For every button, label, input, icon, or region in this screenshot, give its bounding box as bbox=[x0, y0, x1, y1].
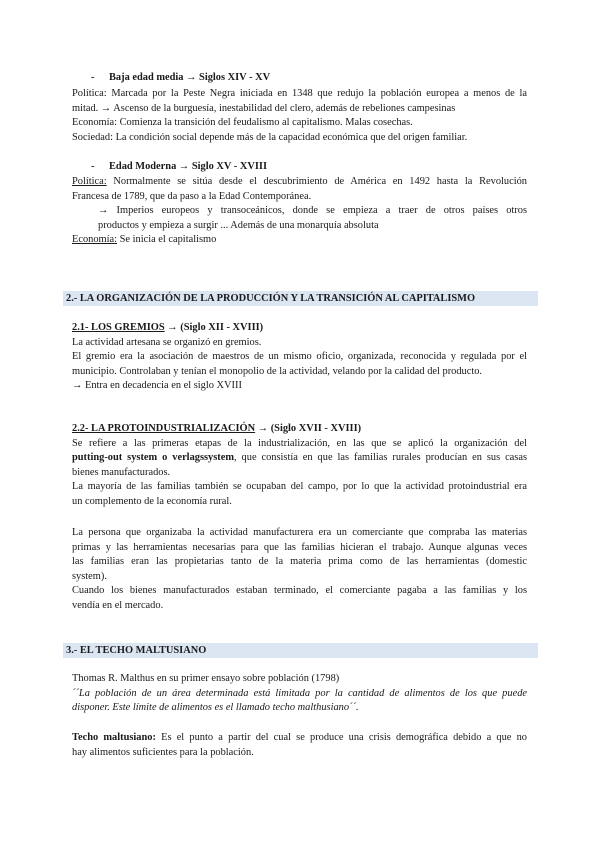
text-line bbox=[72, 233, 527, 248]
text-line bbox=[72, 451, 527, 466]
text-line bbox=[72, 175, 527, 190]
text-line: un complemento de la economía rural. bbox=[72, 495, 232, 507]
section-band-3: 3.- EL TECHO MALTUSIANO bbox=[63, 643, 538, 658]
text-line: Francesa de 1789, que da paso a la Edad Contemporánea. bbox=[72, 190, 312, 202]
section-heading-edad-moderna bbox=[91, 160, 267, 175]
subsection-title: 2.1- LOS GREMIOS bbox=[72, 322, 165, 333]
text-line: primas y las herramientas necesarias para que las familias hicieran el trabajo. Aunque algunas veces bbox=[72, 541, 527, 553]
text-line: → Imperios europeos y transoceánicos, donde se empieza a traer de otros países otros bbox=[98, 205, 527, 217]
text-span: Es el punto a partir del cual se produce una crisis demográfica debido a que no bbox=[161, 732, 527, 743]
text-line: Thomas R. Malthus en su primer ensayo sobre población (1798) bbox=[72, 673, 340, 684]
text-span: Normalmente se sitúa desde el descubrimiento de América en 1492 hasta la Revolución bbox=[113, 176, 527, 187]
subsection-title: 2.2- LA PROTOINDUSTRIALIZACIÓN bbox=[72, 423, 256, 434]
section-heading-baja-edad-media bbox=[91, 71, 270, 86]
paragraph-comerciante bbox=[72, 526, 527, 614]
text-line: municipio. Controlaban y tenían el monopolio de la actividad, velando por la calidad del producto. bbox=[72, 365, 483, 377]
subsection-malthus bbox=[72, 672, 527, 716]
text-line: Sociedad: La condición social depende más de la capacidad económica que del origen familiar. bbox=[72, 131, 468, 143]
text-line bbox=[72, 731, 527, 746]
text-line: Política: Marcada por la Peste Negra iniciada en 1348 que redujo la población europea a menos de la bbox=[72, 88, 527, 99]
text-line: → Entra en decadencia en el siglo XVIII bbox=[72, 380, 242, 392]
text-line: vendía en el mercado. bbox=[72, 599, 164, 611]
text-line: La actividad artesana se organizó en gremios. bbox=[72, 336, 262, 348]
label-politica: Política: bbox=[72, 176, 107, 187]
text-line: Economía: Comienza la transición del feudalismo al capitalismo. Malas cosechas. bbox=[72, 117, 413, 129]
text-line: hay alimentos suficientes para la población. bbox=[72, 746, 254, 758]
text-span: , que consistía en que las familias rurales producían en sus casas bbox=[234, 452, 527, 464]
subsection-range: → (Siglo XVII - XVIII) bbox=[257, 423, 362, 434]
text-span: Se inicia el capitalismo bbox=[119, 234, 217, 246]
quote-line: disponer. Este límite de alimentos es el llamado techo malthusiano´´. bbox=[72, 702, 359, 714]
subsection-heading bbox=[72, 321, 527, 336]
paragraph-edad-moderna bbox=[72, 175, 527, 248]
quote-line: ´´La población de un área determinada está limitada por la cantidad de alimentos de los que puede bbox=[72, 687, 527, 699]
text-line: La mayoría de las familias también se ocupaban del campo, por lo que la actividad protoindustrial era bbox=[72, 481, 527, 493]
subsection-range: → (Siglo XII - XVIII) bbox=[167, 322, 264, 333]
text-line: La persona que organizaba la actividad manufacturera era un comerciante que compraba las materias bbox=[72, 527, 527, 538]
text-line: bienes manufacturados. bbox=[72, 466, 171, 478]
paragraph-techo-maltusiano bbox=[72, 731, 527, 760]
text-line: El gremio era la asociación de maestros de un mismo oficio, organizada, reconocida y regulada por el bbox=[72, 351, 527, 363]
heading-text: Edad Moderna → Siglo XV - XVIII bbox=[109, 161, 268, 172]
text-line: las familias eran las propietarias tanto de la materia prima como de las herramientas (domestic bbox=[72, 556, 527, 568]
section-band-2: 2.- LA ORGANIZACIÓN DE LA PRODUCCIÓN Y LA TRANSICIÓN AL CAPITALISMO bbox=[63, 291, 538, 306]
label-economia: Economía: bbox=[72, 234, 118, 246]
text-line: productos y empieza a surgir ... Además de una monarquía absoluta bbox=[98, 219, 379, 231]
text-line: system). bbox=[72, 570, 107, 582]
term-techo-maltusiano: Techo maltusiano: bbox=[72, 732, 156, 743]
term-putting-out: putting-out system o verlagssystem bbox=[72, 452, 235, 464]
subsection-protoindustrializacion bbox=[72, 422, 527, 510]
text-line: mitad. → Ascenso de la burguesía, inestabilidad del clero, además de rebeliones campesinas bbox=[72, 102, 456, 114]
subsection-gremios bbox=[72, 321, 527, 394]
paragraph-baja-edad-media bbox=[72, 87, 527, 145]
heading-text: Baja edad media → Siglos XIV - XV bbox=[109, 72, 271, 83]
subsection-heading bbox=[72, 422, 527, 437]
text-line: Se refiere a las primeras etapas de la industrialización, en las que se aplicó la organización del bbox=[72, 437, 527, 449]
list-dash: - bbox=[91, 161, 95, 172]
list-dash: - bbox=[91, 72, 95, 83]
text-line: Cuando los bienes manufacturados estaban terminado, el comerciante pagaba a las familias y los bbox=[72, 585, 527, 597]
